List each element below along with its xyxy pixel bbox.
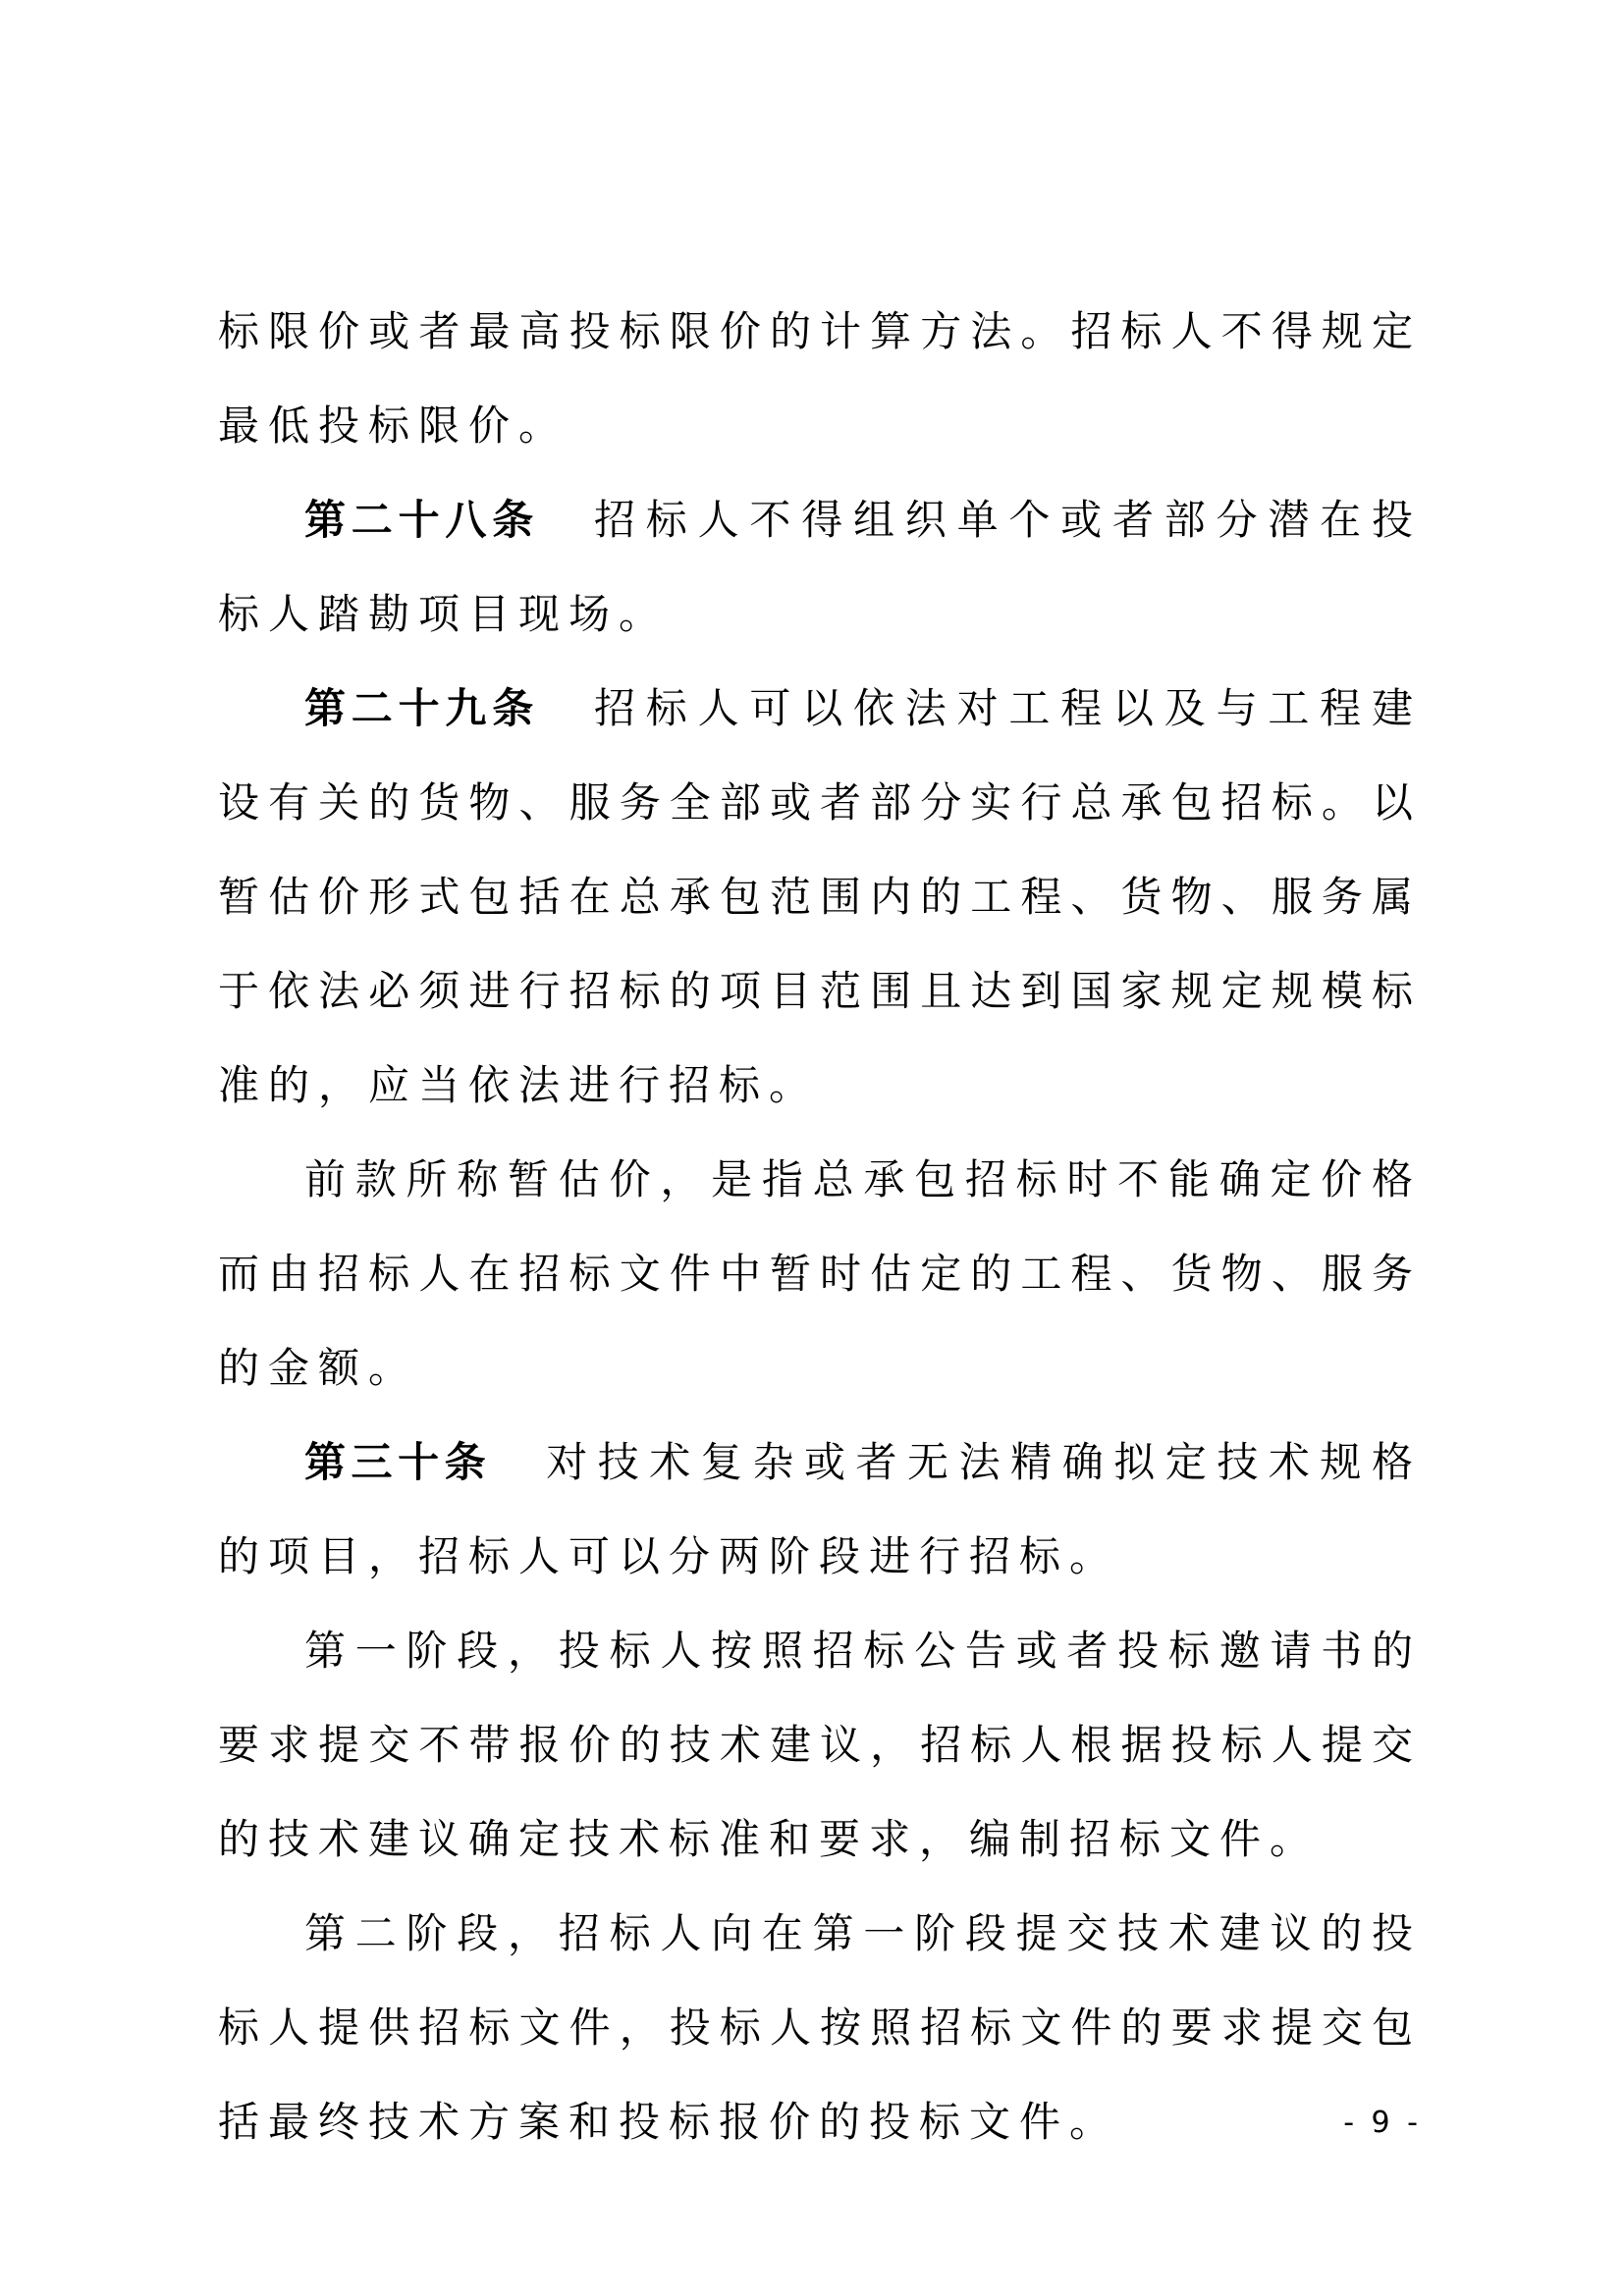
article-29-heading: 第二十九条 <box>304 684 539 732</box>
paragraph-continuation: 标限价或者最高投标限价的计算方法。招标人不得规定最低投标限价。 <box>218 307 1422 450</box>
article-28-text: 招标人不得组织单个或者部分潜在投标人踏勘项目现场。 <box>218 496 1422 638</box>
document-body <box>218 285 1422 2169</box>
article-30-stage-1: 第一阶段，投标人按照招标公告或者投标邀请书的要求提交不带报价的技术建议，招标人根据投标人提交的技术建议确定技术标准和要求，编制招标文件。 <box>218 1627 1422 1863</box>
article-28 <box>218 473 1422 662</box>
page-number: - 9 - <box>1343 2106 1422 2140</box>
article-30-text: 对技术复杂或者无法精确拟定技术规格的项目，招标人可以分两阶段进行招标。 <box>218 1438 1422 1580</box>
article-29-paragraph-2: 前款所称暂估价，是指总承包招标时不能确定价格而由招标人在招标文件中暂时估定的工程、货物、服务的金额。 <box>218 1155 1422 1392</box>
article-30-heading: 第三十条 <box>304 1438 492 1486</box>
article-29-text: 招标人可以依法对工程以及与工程建设有关的货物、服务全部或者部分实行总承包招标。以暂估价形式包括在总承包范围内的工程、货物、服务属于依法必须进行招标的项目范围且达到国家规定规模标准的，应当依法进行招标。 <box>218 684 1422 1109</box>
article-30 <box>218 1415 1422 1604</box>
article-29 <box>218 662 1422 1133</box>
article-28-heading: 第二十八条 <box>304 496 539 544</box>
article-30-stage-2: 第二阶段，招标人向在第一阶段提交技术建议的投标人提供招标文件，投标人按照招标文件的要求提交包括最终技术方案和投标报价的投标文件。 <box>218 1909 1422 2146</box>
